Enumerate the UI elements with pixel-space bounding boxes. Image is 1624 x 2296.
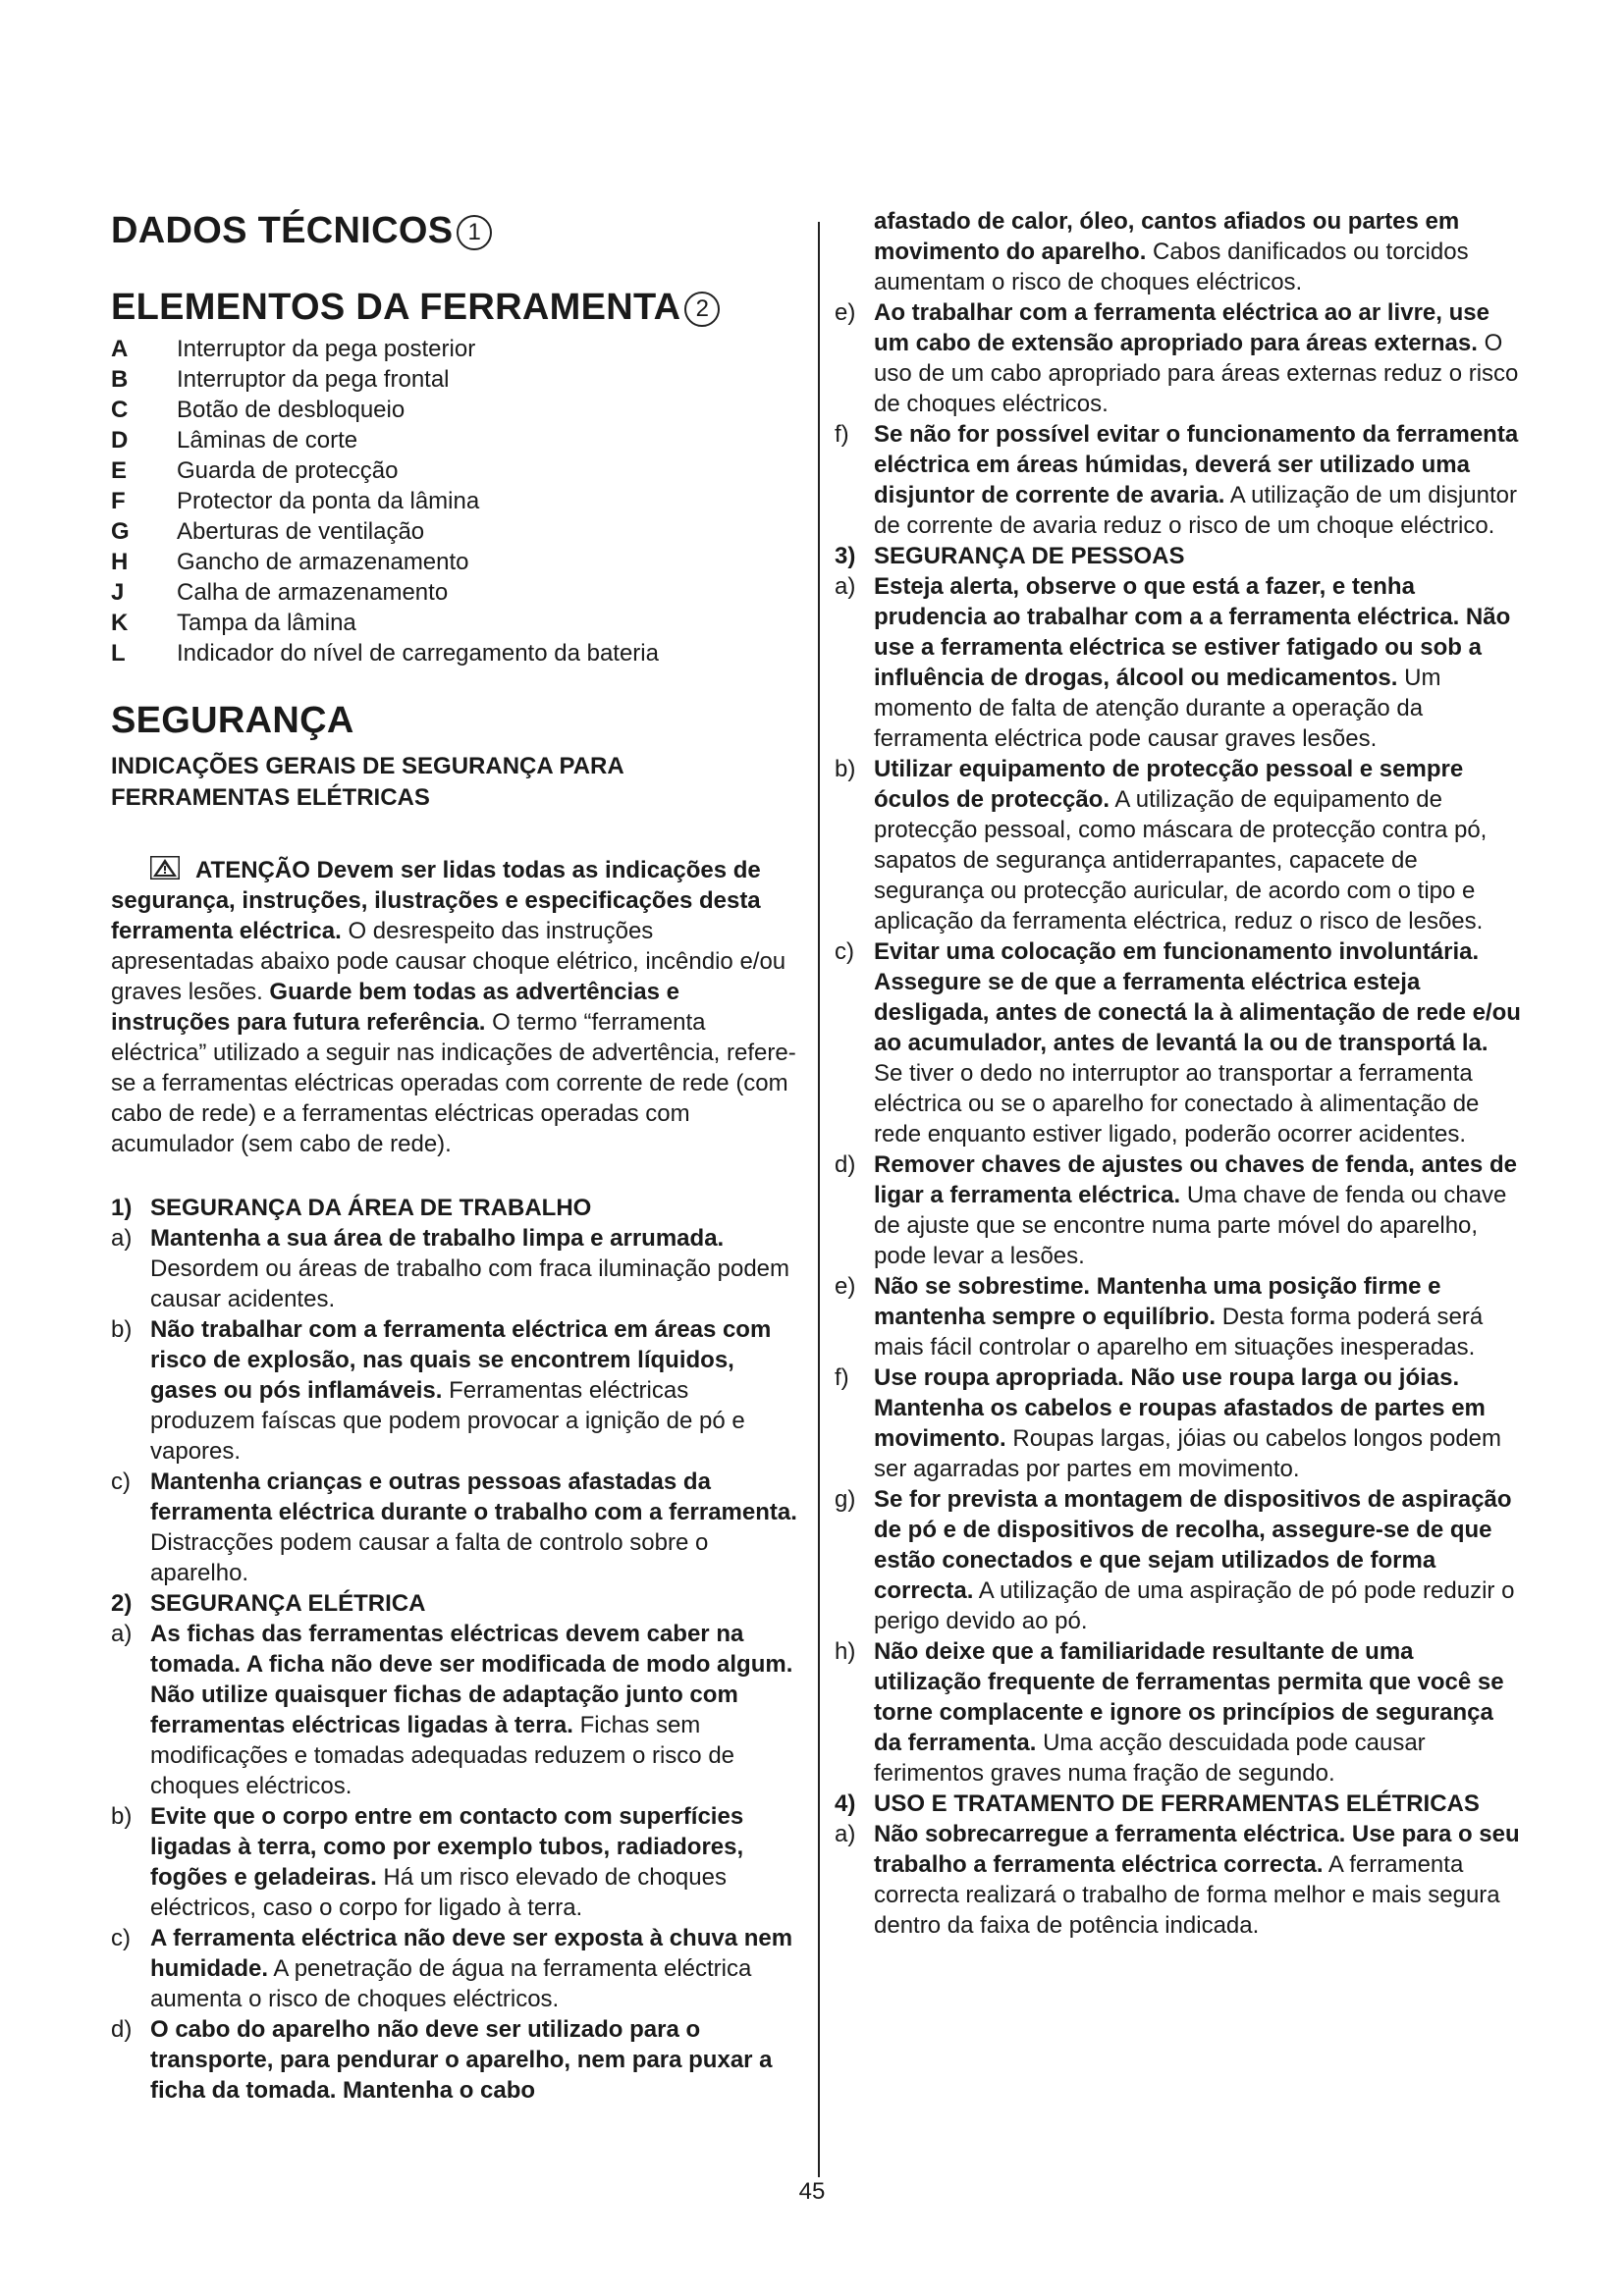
legend-key: A bbox=[111, 336, 129, 362]
legend-item bbox=[111, 395, 798, 425]
item-1b-bold: Não trabalhar com a ferramenta eléctrica em áreas com risco de explosão, nas quais se encontrem líquidos, gases ou pós inflamáveis. bbox=[150, 1316, 772, 1404]
item-1c-key: c) bbox=[111, 1468, 131, 1495]
item-3g bbox=[835, 1484, 1522, 1636]
item-3f-bold: Use roupa apropriada. Não use roupa larga ou jóias. Mantenha os cabelos e roupas afastados de partes em movimento. bbox=[874, 1364, 1486, 1452]
item-2a-text: Fichas sem modificações e tomadas adequadas reduzem o risco de choques eléctricos. bbox=[150, 1712, 735, 1799]
item-3h-key: h) bbox=[835, 1638, 856, 1665]
legend-item bbox=[111, 577, 798, 608]
attention-text-1: O desrespeito das instruções apresentadas abaixo pode causar choque elétrico, incêndio e/ou graves lesões. bbox=[111, 918, 786, 1005]
item-3f bbox=[835, 1362, 1522, 1484]
item-3e-text: Desta forma poderá será mais fácil controlar o aparelho em situações inesperadas. bbox=[874, 1304, 1484, 1361]
item-3b-key: b) bbox=[835, 756, 856, 782]
legend-text: Gancho de armazenamento bbox=[177, 549, 469, 575]
safety-heading: SEGURANÇA bbox=[111, 700, 354, 741]
item-2c-bold: A ferramenta eléctrica não deve ser exposta à chuva nem humidade. bbox=[150, 1925, 793, 1982]
warning-triangle-icon bbox=[150, 856, 180, 880]
legend-text: Calha de armazenamento bbox=[177, 579, 449, 606]
item-2f bbox=[835, 419, 1522, 541]
legend-text: Tampa da lâmina bbox=[177, 610, 356, 636]
section-4-heading bbox=[835, 1789, 1522, 1819]
section-2-number: 2) bbox=[111, 1590, 133, 1617]
legend-text: Interruptor da pega frontal bbox=[177, 366, 450, 393]
item-4a bbox=[835, 1819, 1522, 1941]
elements-heading bbox=[111, 285, 798, 330]
elements-title: ELEMENTOS DA FERRAMENTA bbox=[111, 287, 681, 328]
item-4a-key: a) bbox=[835, 1821, 856, 1847]
legend-item bbox=[111, 516, 798, 547]
item-2d-cont-bold: afastado de calor, óleo, cantos afiados ou partes em movimento do aparelho. bbox=[874, 208, 1460, 265]
attention-bold-1: ATENÇÃO Devem ser lidas todas as indicações de segurança, instruções, ilustrações e especificações desta ferramenta eléctrica. bbox=[111, 857, 761, 944]
legend-text: Indicador do nível de carregamento da bateria bbox=[177, 640, 659, 667]
legend-item bbox=[111, 364, 798, 395]
tech-data-title: DADOS TÉCNICOS bbox=[111, 210, 454, 251]
item-3b bbox=[835, 754, 1522, 936]
item-1b-key: b) bbox=[111, 1316, 133, 1343]
legend-item bbox=[111, 486, 798, 516]
item-2d-key: d) bbox=[111, 2016, 133, 2043]
legend-key: F bbox=[111, 488, 126, 514]
item-1a-text: Desordem ou áreas de trabalho com fraca iluminação podem causar acidentes. bbox=[150, 1255, 790, 1312]
legend-item bbox=[111, 334, 798, 364]
item-2a-key: a) bbox=[111, 1621, 133, 1647]
item-2e-key: e) bbox=[835, 299, 856, 326]
item-3g-bold: Se for prevista a montagem de dispositivos de aspiração de pó e de dispositivos de recolha, assegure-se de que estão conectados e que sejam utilizados de forma correcta. bbox=[874, 1486, 1512, 1604]
item-3b-text: A utilização de equipamento de protecção pessoal, como máscara de protecção contra pó, sapatos de segurança antiderrapantes, capacete de segurança ou protecção auricular, de acordo com o tipo e aplicação da ferramenta eléctrica, reduz o risco de lesões. bbox=[874, 786, 1488, 934]
legend-item bbox=[111, 638, 798, 668]
item-1c-bold: Mantenha crianças e outras pessoas afastadas da ferramenta eléctrica durante o trabalho com a ferramenta. bbox=[150, 1468, 797, 1525]
item-3a-text: Um momento de falta de atenção durante a operação da ferramenta eléctrica pode causar graves lesões. bbox=[874, 665, 1441, 752]
item-3b-bold: Utilizar equipamento de protecção pessoal e sempre óculos de protecção. bbox=[874, 756, 1464, 813]
parts-legend bbox=[111, 334, 798, 668]
item-2e-bold: Ao trabalhar com a ferramenta eléctrica ao ar livre, use um cabo de extensão apropriado para áreas externas. bbox=[874, 299, 1489, 356]
item-3g-text: A utilização de uma aspiração de pó pode reduzir o perigo devido ao pó. bbox=[874, 1577, 1515, 1634]
item-2f-bold: Se não for possível evitar o funcionamento da ferramenta eléctrica em áreas húmidas, deverá ser utilizado uma disjuntor de corrente de avaria. bbox=[874, 421, 1519, 508]
item-3f-key: f) bbox=[835, 1364, 849, 1391]
item-2f-text: A utilização de um disjuntor de corrente de avaria reduz o risco de um choque eléctrico. bbox=[874, 482, 1517, 539]
attention-paragraph bbox=[111, 855, 798, 1159]
legend-item bbox=[111, 608, 798, 638]
item-1c bbox=[111, 1467, 798, 1588]
item-1a bbox=[111, 1223, 798, 1314]
legend-text: Protector da ponta da lâmina bbox=[177, 488, 480, 514]
item-3g-key: g) bbox=[835, 1486, 856, 1513]
legend-key: D bbox=[111, 427, 129, 454]
item-3h-text: Uma acção descuidada pode causar ferimentos graves numa fração de segundo. bbox=[874, 1730, 1426, 1787]
item-2b-bold: Evite que o corpo entre em contacto com superfícies ligadas à terra, como por exemplo tubos, radiadores, fogões e geladeiras. bbox=[150, 1803, 744, 1891]
legend-key: K bbox=[111, 610, 129, 636]
item-3c-bold: Evitar uma colocação em funcionamento involuntária. Assegure se de que a ferramenta eléctrica esteja desligada, antes de conectá la à alimentação de rede e/ou ao acumulador, antes de levantá la ou de transportá la. bbox=[874, 938, 1521, 1056]
item-3c-key: c) bbox=[835, 938, 854, 965]
item-4a-bold: Não sobrecarregue a ferramenta eléctrica. Use para o seu trabalho a ferramenta eléctrica correcta. bbox=[874, 1821, 1520, 1878]
section-2-heading bbox=[111, 1588, 798, 1619]
item-1a-key: a) bbox=[111, 1225, 133, 1252]
legend-key: H bbox=[111, 549, 129, 575]
item-3h-bold: Não deixe que a familiaridade resultante de uma utilização frequente de ferramentas permita que você se torne complacente e ignore os princípios de segurança da ferramenta. bbox=[874, 1638, 1504, 1756]
legend-key: B bbox=[111, 366, 129, 393]
item-3d-key: d) bbox=[835, 1151, 856, 1178]
item-2a bbox=[111, 1619, 798, 1801]
section-1-number: 1) bbox=[111, 1195, 133, 1221]
item-3a-bold: Esteja alerta, observe o que está a fazer, e tenha prudencia ao trabalhar com a a ferramenta eléctrica. Não use a ferramenta eléctrica se estiver fatigado ou sob a influência de drogas, álcool ou medicamentos. bbox=[874, 573, 1511, 691]
item-2d-bold: O cabo do aparelho não deve ser utilizado para o transporte, para pendurar o aparelho, nem para puxar a ficha da tomada. Mantenha o cabo bbox=[150, 2016, 773, 2104]
legend-key: C bbox=[111, 397, 129, 423]
figure-ref-2: 2 bbox=[684, 292, 720, 327]
item-2d-cont-text: Cabos danificados ou torcidos aumentam o risco de choques eléctricos. bbox=[874, 239, 1469, 295]
item-3d bbox=[835, 1149, 1522, 1271]
item-3e-key: e) bbox=[835, 1273, 856, 1300]
legend-text: Botão de desbloqueio bbox=[177, 397, 406, 423]
left-column bbox=[111, 206, 798, 2106]
section-3-number: 3) bbox=[835, 543, 856, 569]
right-column bbox=[835, 206, 1522, 1941]
legend-text: Aberturas de ventilação bbox=[177, 518, 425, 545]
item-2b bbox=[111, 1801, 798, 1923]
item-2e-text: O uso de um cabo apropriado para áreas externas reduz o risco de choques eléctricos. bbox=[874, 330, 1519, 417]
item-3a bbox=[835, 571, 1522, 754]
item-2a-bold: As fichas das ferramentas eléctricas devem caber na tomada. A ficha não deve ser modificada de modo algum. Não utilize quaisquer fichas de adaptação junto com ferramentas eléctricas ligadas à terra. bbox=[150, 1621, 793, 1738]
item-1b-text: Ferramentas eléctricas produzem faíscas que podem provocar a ignição de pó e vapores. bbox=[150, 1377, 745, 1465]
item-2c-text: A penetração de água na ferramenta eléctrica aumenta o risco de choques eléctricos. bbox=[150, 1955, 752, 2012]
legend-key: E bbox=[111, 457, 128, 484]
item-2f-key: f) bbox=[835, 421, 849, 448]
general-safety-heading: INDICAÇÕES GERAIS DE SEGURANÇA PARA FERRAMENTAS ELÉTRICAS bbox=[111, 753, 623, 811]
figure-ref-1: 1 bbox=[457, 215, 492, 250]
item-3e-bold: Não se sobrestime. Mantenha uma posição firme e mantenha sempre o equilíbrio. bbox=[874, 1273, 1441, 1330]
item-3c bbox=[835, 936, 1522, 1149]
section-4-number: 4) bbox=[835, 1790, 856, 1817]
section-2-title: SEGURANÇA ELÉTRICA bbox=[150, 1590, 426, 1617]
item-3h bbox=[835, 1636, 1522, 1789]
attention-bold-2: Guarde bem todas as advertências e instruções para futura referência. bbox=[111, 979, 679, 1036]
item-1b bbox=[111, 1314, 798, 1467]
item-2c bbox=[111, 1923, 798, 2014]
section-3-title: SEGURANÇA DE PESSOAS bbox=[874, 543, 1185, 569]
item-2b-text: Há um risco elevado de choques eléctricos, caso o corpo for ligado à terra. bbox=[150, 1864, 727, 1921]
item-2e bbox=[835, 297, 1522, 419]
item-3c-text: Se tiver o dedo no interruptor ao transportar a ferramenta eléctrica ou se o aparelho for conectado à alimentação de rede enquanto estiver ligado, poderão ocorrer acidentes. bbox=[874, 1060, 1480, 1148]
legend-text: Interruptor da pega posterior bbox=[177, 336, 476, 362]
item-1a-bold: Mantenha a sua área de trabalho limpa e arrumada. bbox=[150, 1225, 725, 1252]
tech-data-heading bbox=[111, 208, 798, 253]
item-3e bbox=[835, 1271, 1522, 1362]
legend-text: Lâminas de corte bbox=[177, 427, 358, 454]
item-3d-bold: Remover chaves de ajustes ou chaves de fenda, antes de ligar a ferramenta eléctrica. bbox=[874, 1151, 1517, 1208]
item-4a-text: A ferramenta correcta realizará o trabalho de forma melhor e mais segura dentro da faixa de potência indicada. bbox=[874, 1851, 1500, 1939]
item-3d-text: Uma chave de fenda ou chave de ajuste que se encontre numa parte móvel do aparelho, pode levar a lesões. bbox=[874, 1182, 1507, 1269]
item-2c-key: c) bbox=[111, 1925, 131, 1951]
item-3f-text: Roupas largas, jóias ou cabelos longos podem ser agarradas por partes em movimento. bbox=[874, 1425, 1502, 1482]
legend-key: L bbox=[111, 640, 126, 667]
legend-key: G bbox=[111, 518, 130, 545]
column-divider bbox=[818, 222, 820, 2177]
legend-key: J bbox=[111, 579, 125, 606]
item-2d-continued bbox=[835, 206, 1522, 297]
legend-text: Guarda de protecção bbox=[177, 457, 399, 484]
legend-item bbox=[111, 425, 798, 455]
page-number: 45 bbox=[798, 2178, 826, 2205]
legend-item bbox=[111, 547, 798, 577]
attention-text-2: O termo “ferramenta eléctrica” utilizado a seguir nas indicações de advertência, refere-se a ferramentas eléctricas operadas com corrente de rede (com cabo de rede) e a ferramentas eléctricas operadas com acumulador (sem cabo de rede). bbox=[111, 1009, 796, 1157]
item-1c-text: Distracções podem causar a falta de controlo sobre o aparelho. bbox=[150, 1529, 709, 1586]
item-2d bbox=[111, 2014, 798, 2106]
section-3-heading bbox=[835, 541, 1522, 571]
section-1-title: SEGURANÇA DA ÁREA DE TRABALHO bbox=[150, 1195, 592, 1221]
section-4-title: USO E TRATAMENTO DE FERRAMENTAS ELÉTRICAS bbox=[874, 1790, 1480, 1817]
legend-item bbox=[111, 455, 798, 486]
item-2b-key: b) bbox=[111, 1803, 133, 1830]
section-1-heading bbox=[111, 1193, 798, 1223]
item-3a-key: a) bbox=[835, 573, 856, 600]
